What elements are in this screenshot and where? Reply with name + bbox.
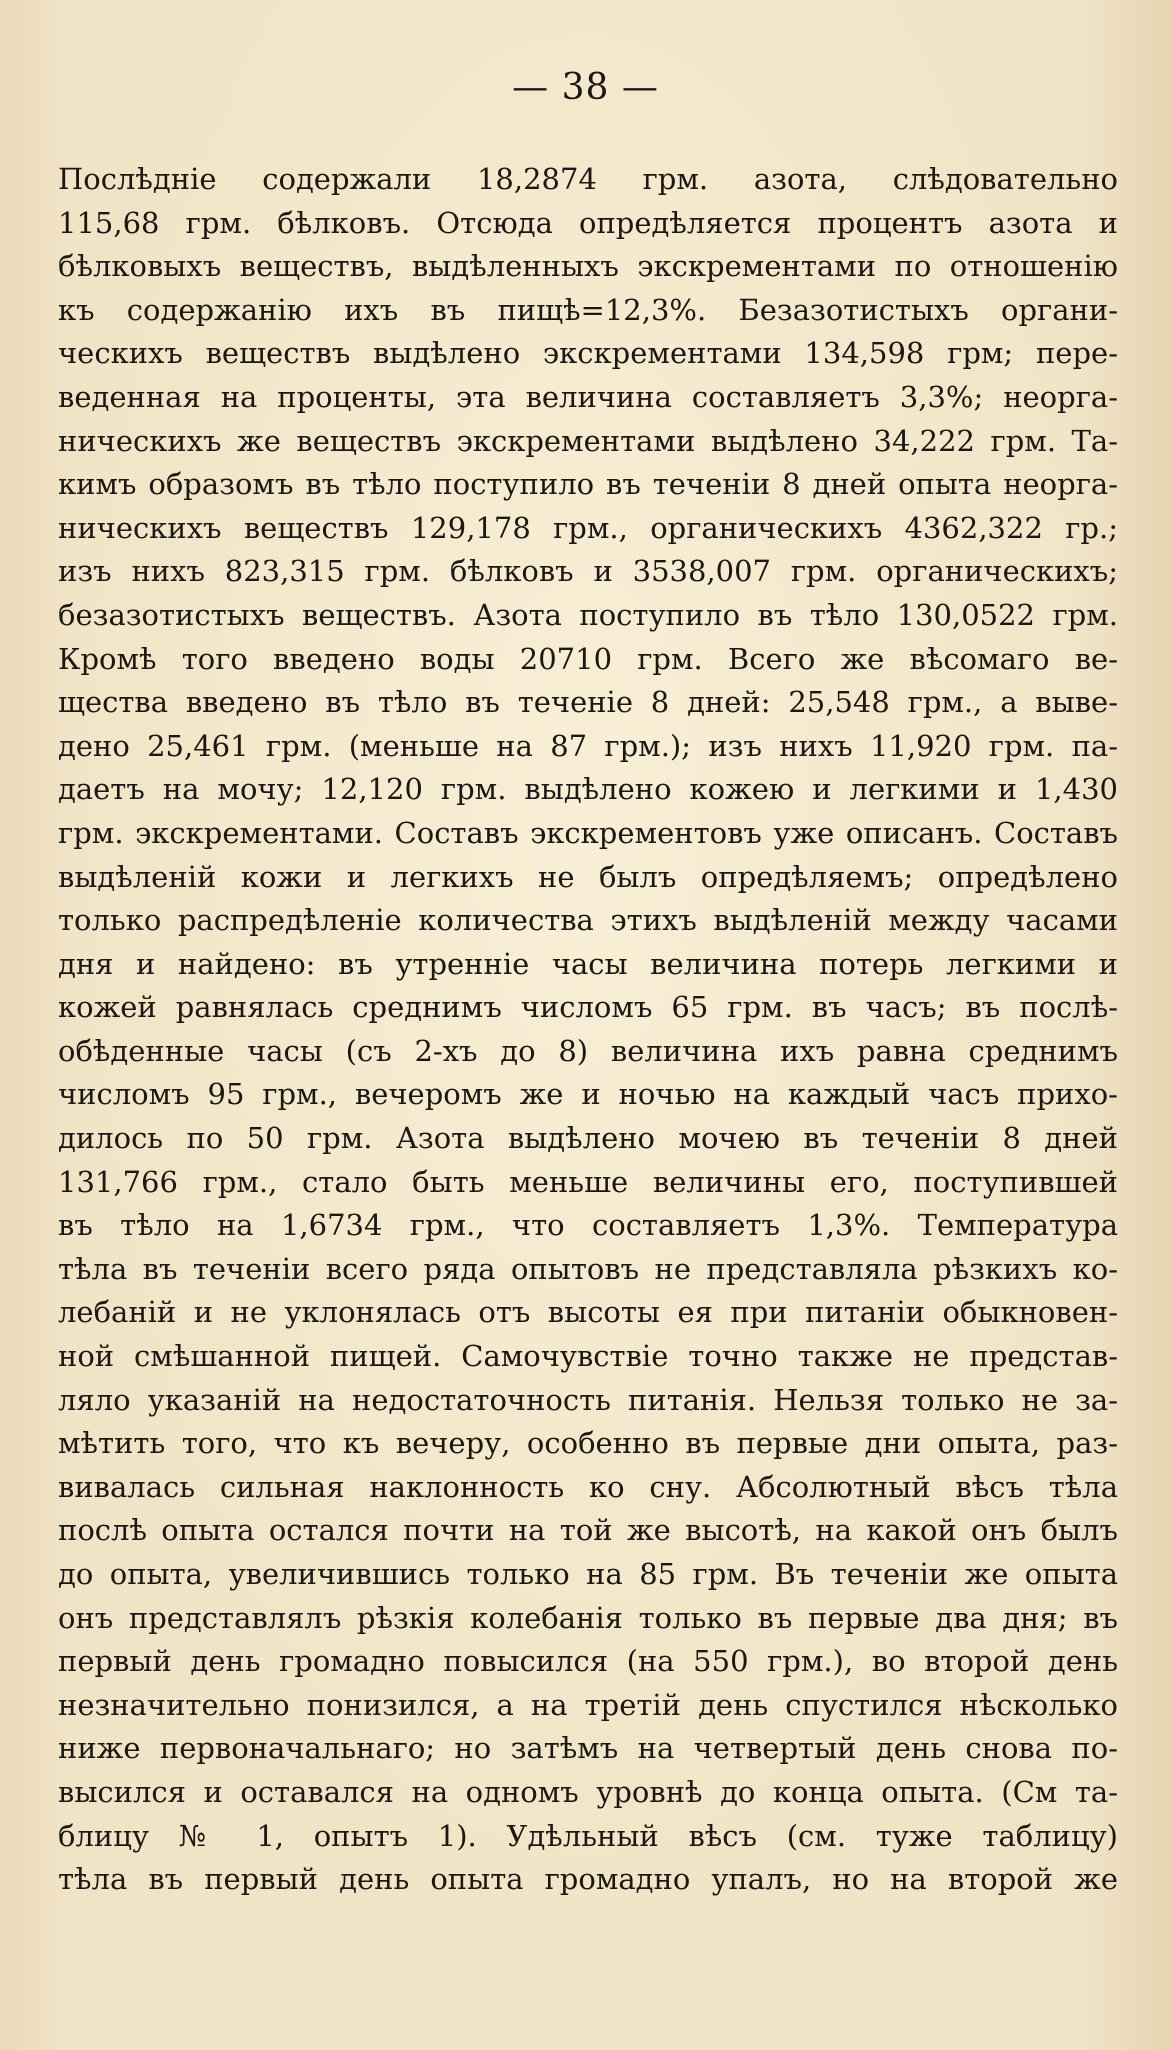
text-line: дня и найдено: въ утренніе часы величина потерь легкими и: [58, 946, 1118, 981]
text-line: ниже первоначальнаго; но затѣмъ на четвертый день снова по-: [58, 1731, 1118, 1766]
text-line: ной смѣшанной пищей. Самочувствіе точно также не представ-: [58, 1339, 1118, 1374]
text-line: числомъ 95 грм., вечеромъ же и ночью на каждый часъ прихо-: [58, 1077, 1118, 1112]
text-line: кимъ образомъ въ тѣло поступило въ теченіи 8 дней опыта неорга-: [58, 467, 1118, 502]
text-line: незначительно понизился, а на третій день спустился нѣсколько: [58, 1687, 1118, 1722]
text-line: веденная на проценты, эта величина составляетъ 3,3%; неорга-: [58, 379, 1118, 414]
text-line: ническихъ веществъ 129,178 грм., органическихъ 4362,322 гр.;: [58, 510, 1118, 545]
text-line: тѣла въ первый день опыта громадно упалъ, но на второй же: [58, 1862, 1118, 1897]
text-line: мѣтить того, что къ вечеру, особенно въ первые дни опыта, раз-: [58, 1426, 1118, 1461]
text-line: тѣла въ теченіи всего ряда опытовъ не представляла рѣзкихъ ко-: [58, 1251, 1118, 1286]
text-line: безазотистыхъ веществъ. Азота поступило въ тѣло 130,0522 грм.: [58, 597, 1118, 632]
text-line: 131,766 грм., стало быть меньше величины его, поступившей: [58, 1164, 1118, 1199]
text-line: даетъ на мочу; 12,120 грм. выдѣлено кожею и легкими и 1,430: [58, 772, 1118, 807]
text-line: ческихъ веществъ выдѣлено экскрементами 134,598 грм; пере-: [58, 336, 1118, 371]
text-line: щества введено въ тѣло въ теченіе 8 дней: 25,548 грм., а выве-: [58, 685, 1118, 720]
text-line: ническихъ же веществъ экскрементами выдѣлено 34,222 грм. Та-: [58, 423, 1118, 458]
text-line: Послѣдніе содержали 18,2874 грм. азота, слѣдовательно: [58, 162, 1118, 196]
text-line: первый день громадно повысился (на 550 грм.), во второй день: [58, 1644, 1118, 1679]
text-line: послѣ опыта остался почти на той же высотѣ, на какой онъ былъ: [58, 1513, 1118, 1548]
text-line: до опыта, увеличившись только на 85 грм. Въ теченіи же опыта: [58, 1557, 1118, 1591]
text-line: въ тѣло на 1,6734 грм., что составляетъ 1,3%. Температура: [58, 1208, 1118, 1243]
text-line: высился и оставался на одномъ уровнѣ до конца опыта. (См та-: [58, 1774, 1118, 1809]
page-number: — 38 —: [512, 67, 659, 108]
text-line: вивалась сильная наклонность ко сну. Абсолютный вѣсъ тѣла: [58, 1469, 1118, 1504]
text-line: блицу № 1, опытъ 1). Удѣльный вѣсъ (см. туже таблицу): [58, 1818, 1118, 1853]
text-line: 115,68 грм. бѣлковъ. Отсюда опредѣляется процентъ азота и: [58, 205, 1118, 240]
text-line: ляло указаній на недостаточность питанія. Нельзя только не за-: [58, 1382, 1118, 1417]
text-line: только распредѣленіе количества этихъ выдѣленій между часами: [58, 903, 1118, 938]
text-line: къ содержанію ихъ въ пищѣ=12,3%. Безазотистыхъ органи-: [58, 292, 1118, 327]
body-text: [58, 158, 1118, 1902]
text-line: дено 25,461 грм. (меньше на 87 грм.); изъ нихъ 11,920 грм. па-: [58, 728, 1118, 763]
text-line: выдѣленій кожи и легкихъ не былъ опредѣляемъ; опредѣлено: [58, 859, 1118, 894]
text-line: изъ нихъ 823,315 грм. бѣлковъ и 3538,007 грм. органическихъ;: [58, 554, 1118, 589]
text-line: онъ представлялъ рѣзкія колебанія только въ первые два дня; въ: [58, 1600, 1118, 1635]
text-line: обѣденные часы (съ 2-хъ до 8) величина ихъ равна среднимъ: [58, 1033, 1118, 1068]
text-line: кожей равнялась среднимъ числомъ 65 грм. въ часъ; въ послѣ-: [58, 990, 1118, 1025]
text-line: грм. экскрементами. Составъ экскрементовъ уже описанъ. Составъ: [58, 815, 1118, 850]
text-line: лебаній и не уклонялась отъ высоты ея при питаніи обыкновен-: [58, 1295, 1118, 1330]
text-line: бѣлковыхъ веществъ, выдѣленныхъ экскрементами по отношенію: [58, 249, 1118, 284]
text-line: дилось по 50 грм. Азота выдѣлено мочею въ теченіи 8 дней: [58, 1121, 1118, 1156]
text-line: Кромѣ того введено воды 20710 грм. Всего же вѣсомаго ве-: [58, 641, 1118, 676]
